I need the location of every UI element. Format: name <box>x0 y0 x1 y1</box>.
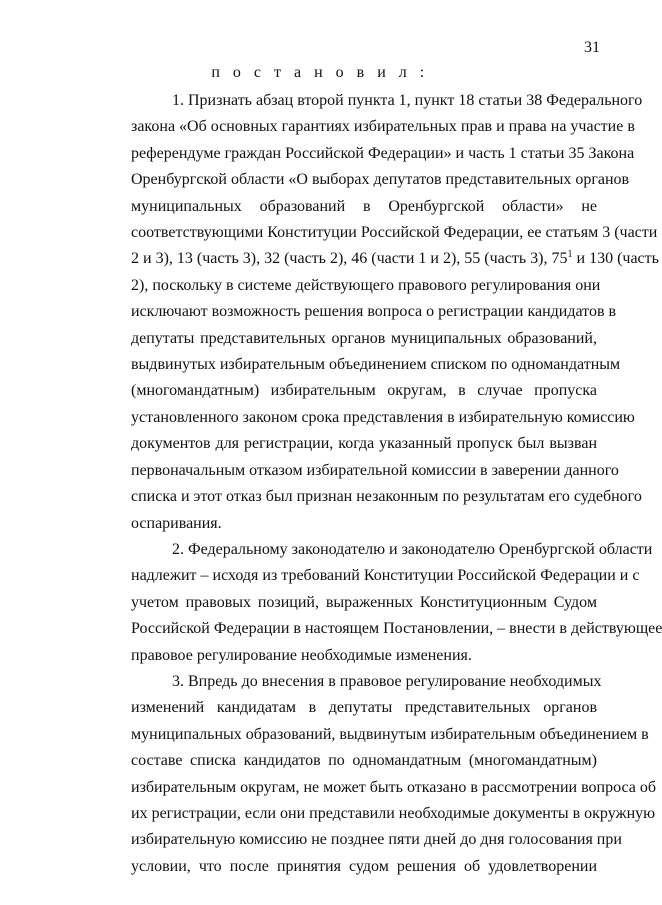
text-line: списка и этот отказ был признан незаконным по результатам его судебного <box>131 488 642 506</box>
text-line: муниципальных образований, выдвинутым избирательным объединением в <box>131 725 649 743</box>
text-line: документов для регистрации, когда указанный пропуск был вызван <box>131 435 597 453</box>
text-line: муниципальных образований в Оренбургской области» не <box>131 197 597 215</box>
text-line: избирательным округам, не может быть отказано в рассмотрении вопроса об <box>131 778 657 796</box>
text-line: надлежит – исходя из требований Конституции Российской Федерации и с <box>131 567 640 585</box>
superscript: 1 <box>567 249 573 261</box>
text-fragment: 2 и 3), 13 (часть 3), 32 (часть 2), 46 (части 1 и 2), 55 (часть 3), 75 <box>131 250 568 268</box>
text-line: изменений кандидатам в депутаты представительных органов <box>131 699 597 717</box>
text-line: (многомандатным) избирательным округам, в случае пропуска <box>131 382 597 400</box>
text-line: 3. Впредь до внесения в правовое регулирование необходимых <box>172 672 602 690</box>
text-line: закона «Об основных гарантиях избирательных прав и права на участие в <box>131 118 635 136</box>
text-line: составе списка кандидатов по одномандатным (многомандатным) <box>131 752 597 770</box>
text-line: условии, что после принятия судом решения об удовлетворении <box>131 857 597 875</box>
text-line: Российской Федерации в настоящем Постановлении, – внести в действующее <box>131 620 662 638</box>
text-line: 2), поскольку в системе действующего правового регулирования они <box>131 276 601 294</box>
paragraph-1 <box>90 88 659 537</box>
text-line: 2. Федеральному законодателю и законодателю Оренбургской области <box>172 540 653 558</box>
text-line: установленного законом срока представления в избирательную комиссию <box>131 408 635 426</box>
text-line: правовое регулирование необходимые изменения. <box>131 646 472 664</box>
text-line: учетом правовых позиций, выраженных Конституционным Судом <box>131 593 597 611</box>
text-line: соответствующими Конституции Российской Федерации, ее статьям 3 (части <box>131 224 658 242</box>
text-line: депутаты представительных органов муниципальных образований, <box>131 329 597 347</box>
text-line: Оренбургской области «О выборах депутатов представительных органов <box>131 171 630 189</box>
text-line: исключают возможность решения вопроса о регистрации кандидатов в <box>131 303 617 321</box>
text-line: 1. Признать абзац второй пункта 1, пункт 18 статьи 38 Федерального <box>172 92 643 109</box>
text-line: оспаривания. <box>131 514 222 532</box>
text-line: их регистрации, если они представили необходимые документы в окружную <box>131 804 656 822</box>
text-line: выдвинутых избирательным объединением списком по одномандатным <box>131 356 621 374</box>
paragraph-2 <box>90 537 662 669</box>
resolution-heading: п о с т а н о в и л : <box>211 64 429 81</box>
document-body <box>90 88 662 880</box>
paragraph-3 <box>90 669 657 880</box>
text-fragment: и 130 (часть <box>572 250 659 268</box>
text-line: первоначальным отказом избирательной комиссии в заверении данного <box>131 461 619 479</box>
text-line-with-superscript <box>90 246 659 272</box>
text-line: избирательную комиссию не позднее пяти дней до дня голосования при <box>131 831 622 849</box>
page-number: 31 <box>584 39 600 56</box>
text-line: референдуме граждан Российской Федерации» и часть 1 статьи 35 Закона <box>131 144 635 162</box>
